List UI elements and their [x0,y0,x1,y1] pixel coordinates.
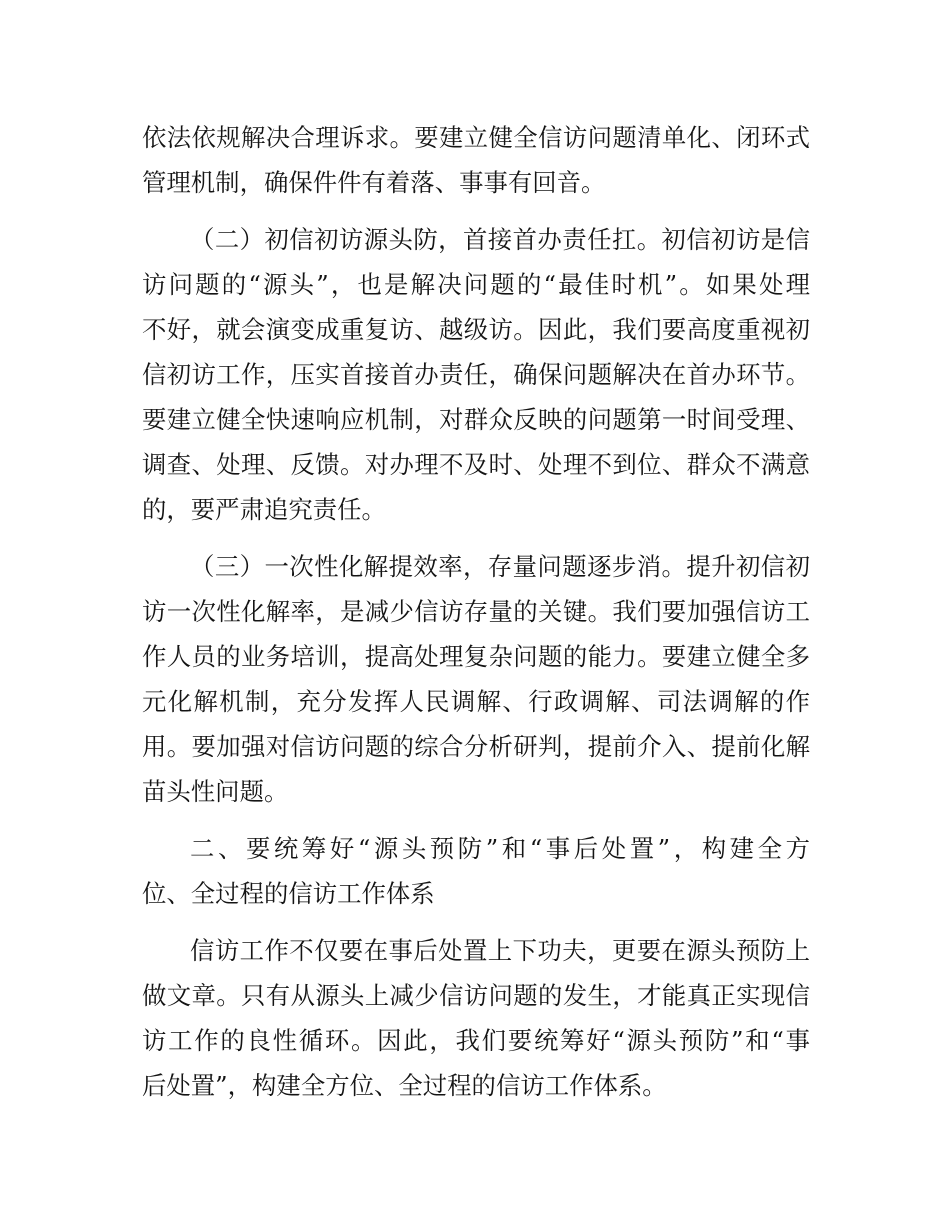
paragraph-continuation [142,115,810,205]
text-line: 访一次性化解率，是减少信访存量的关键。我们要加强信访工 [142,597,810,626]
text-line: 访问题的“源头”，也是解决问题的“最佳时机”。如果处理 [142,270,810,299]
text-line: 调查、处理、反馈。对办理不及时、处理不到位、群众不满意 [142,450,810,479]
heading-line: 位、全过程的信访工作体系 [142,879,435,908]
document-page [142,115,810,1120]
text-line: 做文章。只有从源头上减少信访问题的发生，才能真正实现信 [142,981,810,1010]
text-line: 依法依规解决合理诉求。要建立健全信访问题清单化、闭环式 [142,123,810,152]
text-line: 作人员的业务培训，提高处理复杂问题的能力。要建立健全多 [142,642,810,671]
text-line: 苗头性问题。 [142,777,289,806]
text-line: 信访工作不仅要在事后处置上下功夫，更要在源头预防上 [190,936,810,965]
paragraph-section-2 [142,217,810,532]
text-line: 信初访工作，压实首接首办责任，确保问题解决在首办环节。 [142,360,810,389]
text-line: 后处置”，构建全方位、全过程的信访工作体系。 [142,1071,667,1100]
text-line: 元化解机制，充分发挥人民调解、行政调解、司法调解的作 [142,687,810,716]
heading-line: 二、要统筹好“源头预防”和“事后处置”，构建全方 [190,834,810,863]
text-line: 要建立健全快速响应机制，对群众反映的问题第一时间受理、 [142,405,810,434]
text-line: 管理机制，确保件件有着落、事事有回音。 [142,168,606,197]
paragraph-body [142,928,810,1108]
text-line: 的，要严肃追究责任。 [142,495,386,524]
section-heading [142,826,810,916]
text-line: （二）初信初访源头防，首接首办责任扛。初信初访是信 [190,225,810,254]
text-line: 用。要加强对信访问题的综合分析研判，提前介入、提前化解 [142,732,810,761]
paragraph-section-3 [142,544,810,814]
text-line: 访工作的良性循环。因此，我们要统筹好“源头预防”和“事 [142,1026,810,1055]
text-line: （三）一次性化解提效率，存量问题逐步消。提升初信初 [190,552,810,581]
text-line: 不好，就会演变成重复访、越级访。因此，我们要高度重视初 [142,315,810,344]
